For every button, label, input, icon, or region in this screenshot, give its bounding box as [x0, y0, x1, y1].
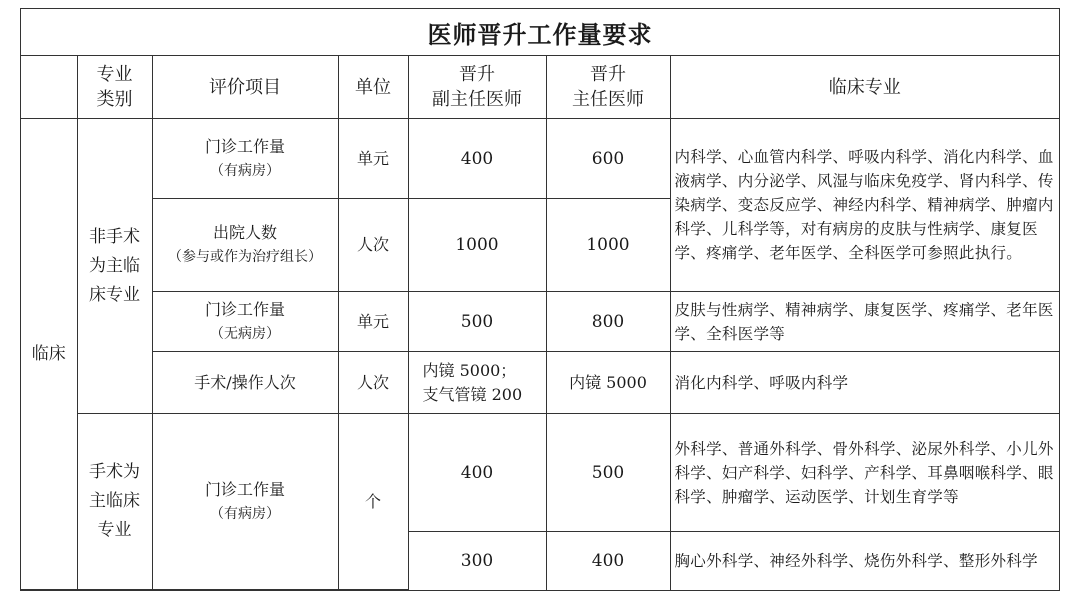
item-sub: （参与或作为治疗组长）: [168, 249, 322, 265]
specialty-cell: 外科学、普通外科学、骨外科学、泌尿外科学、小儿外科学、妇产科学、妇科学、产科学、耳鼻咽喉科学、眼科学、肿瘤学、运动医学、计划生育学等: [670, 414, 1059, 532]
chief-cell: 1000: [546, 199, 670, 292]
deputy-cell: 1000: [408, 199, 546, 292]
item-sub: （有病房）: [210, 505, 280, 522]
item-cell: [152, 414, 338, 590]
domain-label: 临床: [21, 119, 77, 590]
item-main: 门诊工作量: [204, 479, 285, 499]
header-specialty: 临床专业: [670, 56, 1059, 119]
header-deputy: 晋升 副主任医师: [408, 56, 546, 119]
chief-cell: 600: [546, 119, 670, 199]
item-cell: [152, 199, 338, 292]
unit-cell: 个: [338, 414, 408, 590]
deputy-cell: 300: [408, 532, 546, 590]
unit-cell: 人次: [338, 199, 408, 292]
item-cell: [152, 292, 338, 352]
table-row: [21, 292, 1059, 352]
group-surgical: 手术为 主临床 专业: [77, 414, 152, 590]
deputy-cell: 400: [408, 119, 546, 199]
table-row: [21, 414, 1059, 532]
item-main: 出院人数: [212, 223, 277, 242]
specialty-cell: 内科学、心血管内科学、呼吸内科学、消化内科学、血液病学、内分泌学、风湿与临床免疫学、肾内科学、传染病学、变态反应学、神经内科学、精神病学、肿瘤内科学、儿科学等，对有病房的皮肤与性病学、康复医学、疼痛学、老年医学、全科医学可参照此执行。: [670, 119, 1059, 292]
group-non-surgical: 非手术 为主临 床专业: [77, 119, 152, 414]
header-item: 评价项目: [152, 56, 338, 119]
deputy-cell: 500: [408, 292, 546, 352]
item-cell: [152, 352, 338, 414]
chief-cell: 400: [546, 532, 670, 590]
item-cell: [152, 119, 338, 199]
deputy-cell: 400: [408, 414, 546, 532]
table-title: 医师晋升工作量要求: [21, 9, 1059, 56]
header-chief: 晋升 主任医师: [546, 56, 670, 119]
specialty-cell: 胸心外科学、神经外科学、烧伤外科学、整形外科学: [670, 532, 1059, 590]
item-main: 门诊工作量: [204, 136, 285, 156]
header-blank: [21, 56, 77, 119]
deputy-cell: 内镜 5000； 支气管镜 200: [408, 352, 546, 414]
unit-cell: 人次: [338, 352, 408, 414]
table-row: [21, 352, 1059, 414]
item-sub: （无病房）: [210, 325, 280, 342]
item-main: 门诊工作量: [204, 299, 285, 319]
item-main: 手术/操作人次: [194, 372, 296, 392]
specialty-cell: 消化内科学、呼吸内科学: [670, 352, 1059, 414]
table-row: [21, 119, 1059, 199]
item-sub: （有病房）: [210, 162, 280, 179]
chief-cell: 500: [546, 414, 670, 532]
unit-cell: 单元: [338, 292, 408, 352]
header-category: 专业 类别: [77, 56, 152, 119]
chief-cell: 内镜 5000: [546, 352, 670, 414]
header-row: [21, 56, 1059, 119]
header-unit: 单位: [338, 56, 408, 119]
unit-cell: 单元: [338, 119, 408, 199]
workload-table-sheet: [20, 8, 1060, 591]
specialty-cell: 皮肤与性病学、精神病学、康复医学、疼痛学、老年医学、全科医学等: [670, 292, 1059, 352]
workload-table: [21, 56, 1059, 590]
chief-cell: 800: [546, 292, 670, 352]
